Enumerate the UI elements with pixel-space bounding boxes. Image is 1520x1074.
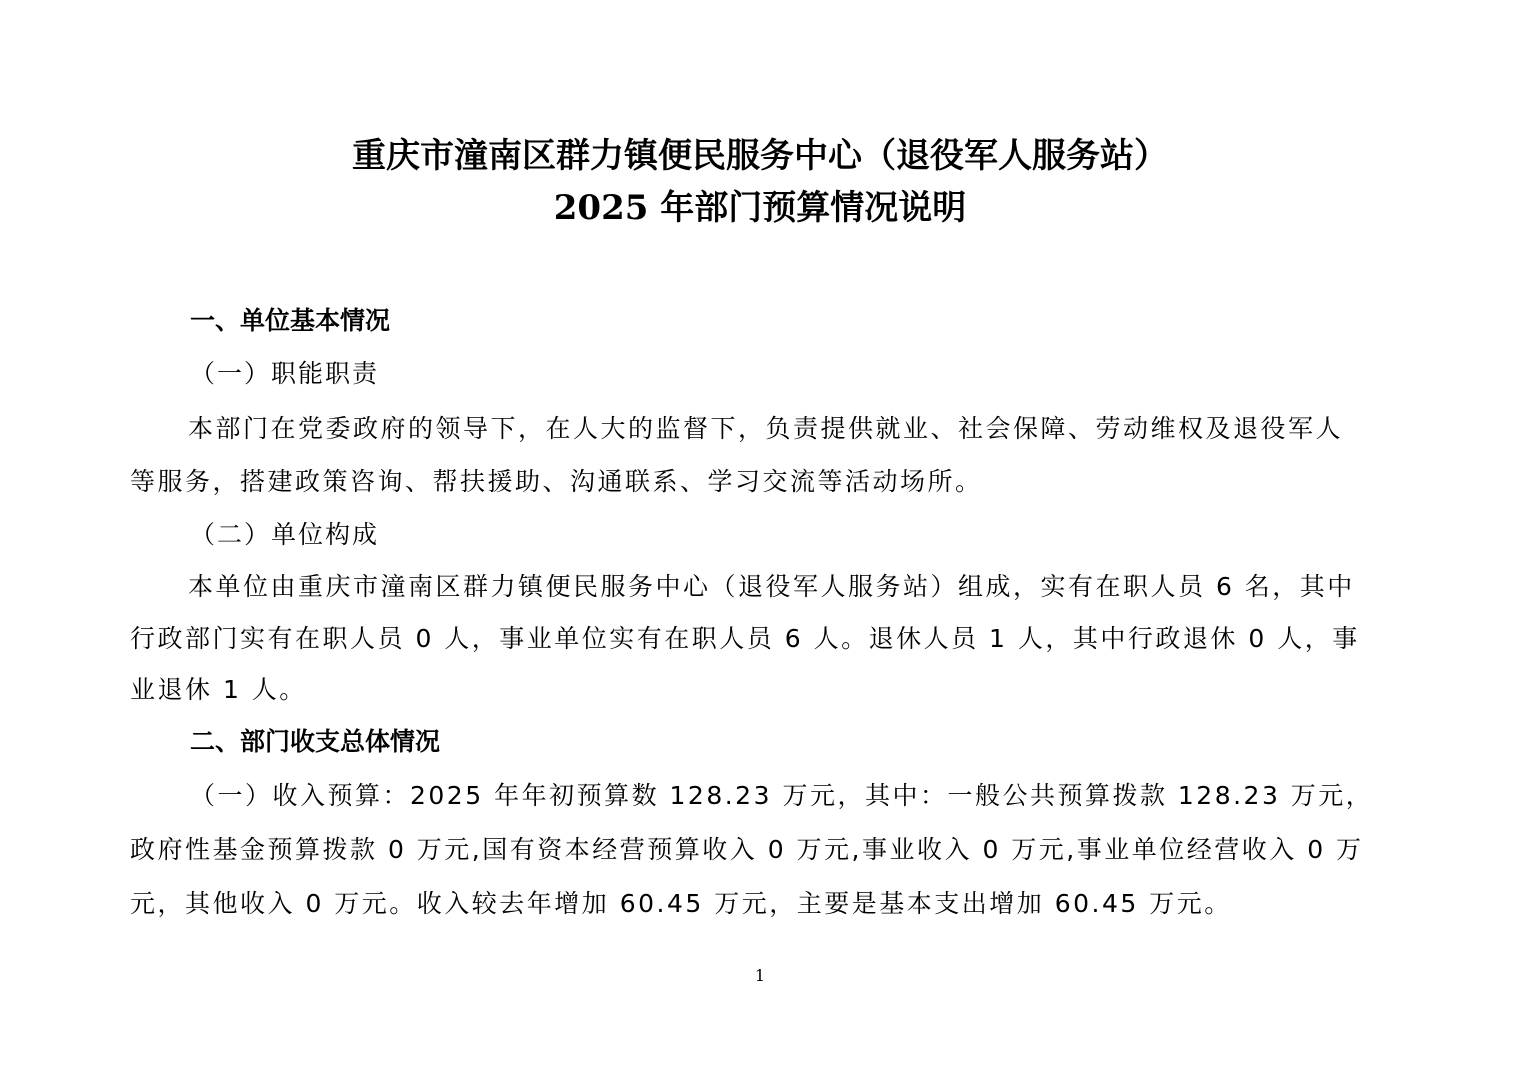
paragraph-line: 等服务，搭建政策咨询、帮扶援助、沟通联系、学习交流等活动场所。 — [130, 467, 983, 496]
paragraph-line: 政府性基金预算拨款 0 万元,国有资本经营预算收入 0 万元,事业收入 0 万元,事业单位经营收入 0 万 — [130, 835, 1364, 864]
paragraph-line: （一）收入预算：2025 年年初预算数 128.23 万元，其中：一般公共预算拨款 128.23 万元， — [190, 781, 1374, 810]
document-title-line-1: 重庆市潼南区群力镇便民服务中心（退役军人服务站） — [352, 136, 1168, 176]
document-title-line-2: 2025 年部门预算情况说明 — [553, 188, 967, 228]
paragraph-line: 元，其他收入 0 万元。收入较去年增加 60.45 万元，主要是基本支出增加 60.45 万元。 — [130, 889, 1232, 918]
subsection-heading-composition: （二）单位构成 — [190, 520, 380, 549]
paragraph-line: 本部门在党委政府的领导下，在人大的监督下，负责提供就业、社会保障、劳动维权及退役军人 — [188, 414, 1344, 443]
paragraph-line: 本单位由重庆市潼南区群力镇便民服务中心（退役军人服务站）组成，实有在职人员 6 名，其中 — [188, 572, 1355, 601]
page-number: 1 — [754, 966, 766, 985]
section-heading-budget-overview: 二、部门收支总体情况 — [190, 727, 441, 756]
subsection-heading-functions: （一）职能职责 — [190, 359, 380, 388]
paragraph-line: 业退休 1 人。 — [130, 675, 307, 704]
section-heading-basic-info: 一、单位基本情况 — [190, 306, 391, 335]
paragraph-line: 行政部门实有在职人员 0 人，事业单位实有在职人员 6 人。退休人员 1 人，其中行政退休 0 人，事 — [130, 624, 1360, 653]
